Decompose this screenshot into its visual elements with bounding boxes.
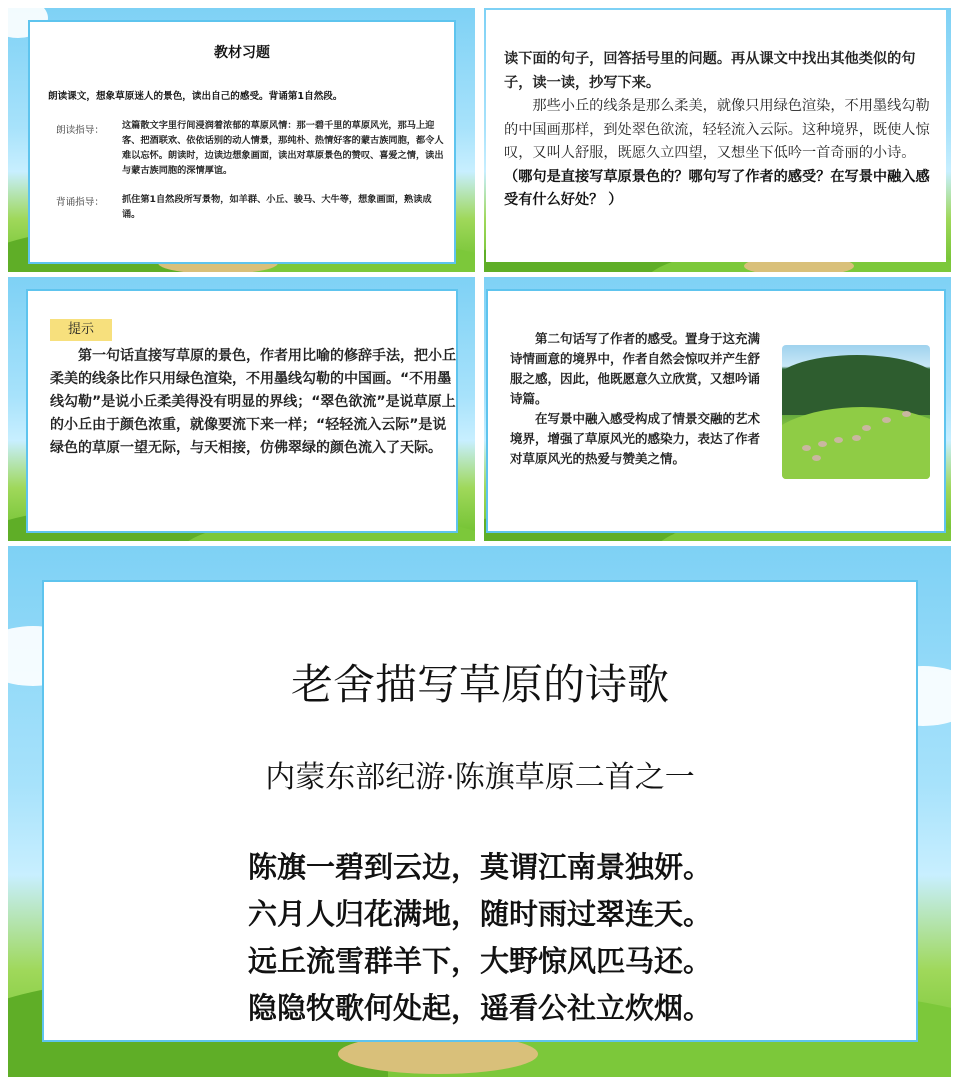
exercise-card [28, 20, 456, 264]
hint-text: 第一句话直接写草原的景色，作者用比喻的修辞手法，把小丘柔美的线条比作只用绿色渲染，不用墨线勾勒的中国画。“不用墨线勾勒”是说小丘柔美得没有明显的界线；“翠色欲流”是说草原上的小丘由于颜色浓重，就像要流下来一样；“轻轻流入云际”是说绿色的草原一望无际，与天相接，仿佛翠绿的颜色流入了天际。 [50, 348, 456, 456]
answer-paragraph-2: 在写景中融入感受构成了情景交融的艺术境界，增强了草原风光的感染力，表达了作者对草原风光的热爱与赞美之情。 [510, 411, 761, 466]
poem-card [42, 580, 918, 1042]
recite-guide-label: 背诵指导： [56, 197, 104, 208]
exercise-title: 教材习题 [214, 45, 270, 61]
reading-guide-label: 朗读指导： [56, 125, 104, 136]
slide-answer [484, 277, 951, 541]
slide-hint [8, 277, 475, 541]
answer-card [486, 289, 946, 533]
question-instruction: 读下面的句子，回答括号里的问题。再从课文中找出其他类似的句子，读一读，抄写下来。 [504, 51, 916, 91]
question-card [486, 10, 946, 262]
grassland-photo [782, 345, 930, 479]
exercise-intro: 朗读课文，想象草原迷人的景色，读出自己的感受。背诵第1自然段。 [48, 91, 343, 102]
question-text [504, 48, 934, 213]
poem-heading: 老舍描写草原的诗歌 [290, 660, 669, 709]
question-prompt: （哪句是直接写草原景色的？哪句写了作者的感受？在写景中融入感受有什么好处？ ） [504, 168, 930, 208]
hint-tag: 提示 [50, 319, 112, 341]
slide-question [484, 8, 951, 272]
poem-body [44, 844, 916, 1032]
answer-paragraph-1: 第二句话写了作者的感受。置身于这充满诗情画意的境界中，作者自然会惊叹并产生舒服之感，因此，他既愿意久立欣赏，又想吟诵诗篇。 [510, 331, 761, 406]
passage-text: 那些小丘的线条是那么柔美，就像只用绿色渲染，不用墨线勾勒的中国画那样，到处翠色欲流，轻轻流入云际。这种境界，既使人惊叹，又叫人舒服，既愿久立四望，又想坐下低吟一首奇丽的小诗。 [504, 98, 930, 161]
hint-card [26, 289, 458, 533]
poem-subtitle: 内蒙东部纪游·陈旗草原二首之一 [265, 760, 695, 795]
poem-line: 六月人归花满地，随时雨过翠连天。 [247, 897, 712, 931]
slide-exercise [8, 8, 475, 272]
poem-line: 陈旗一碧到云边，莫谓江南景独妍。 [247, 850, 712, 884]
answer-text [510, 329, 768, 469]
poem-line: 隐隐牧歌何处起，遥看公社立炊烟。 [247, 991, 712, 1025]
slide-poem [8, 546, 951, 1077]
recite-guide-text: 抓住第1自然段所写景物，如羊群、小丘、骏马、大牛等，想象画面，熟读成诵。 [122, 194, 432, 220]
question-passage [504, 95, 934, 213]
poem-line: 远丘流雪群羊下，大野惊风匹马还。 [247, 944, 712, 978]
reading-guide-text: 这篇散文字里行间浸润着浓郁的草原风情：那一碧千里的草原风光，那马上迎客、把酒联欢、依依话别的动人情景，那纯朴、热情好客的蒙古族同胞，都令人难以忘怀。朗读时，边读边想象画面，读出对草原景色的赞叹、喜爱之情，读出与蒙古族同胞的深情厚谊。 [122, 120, 444, 176]
